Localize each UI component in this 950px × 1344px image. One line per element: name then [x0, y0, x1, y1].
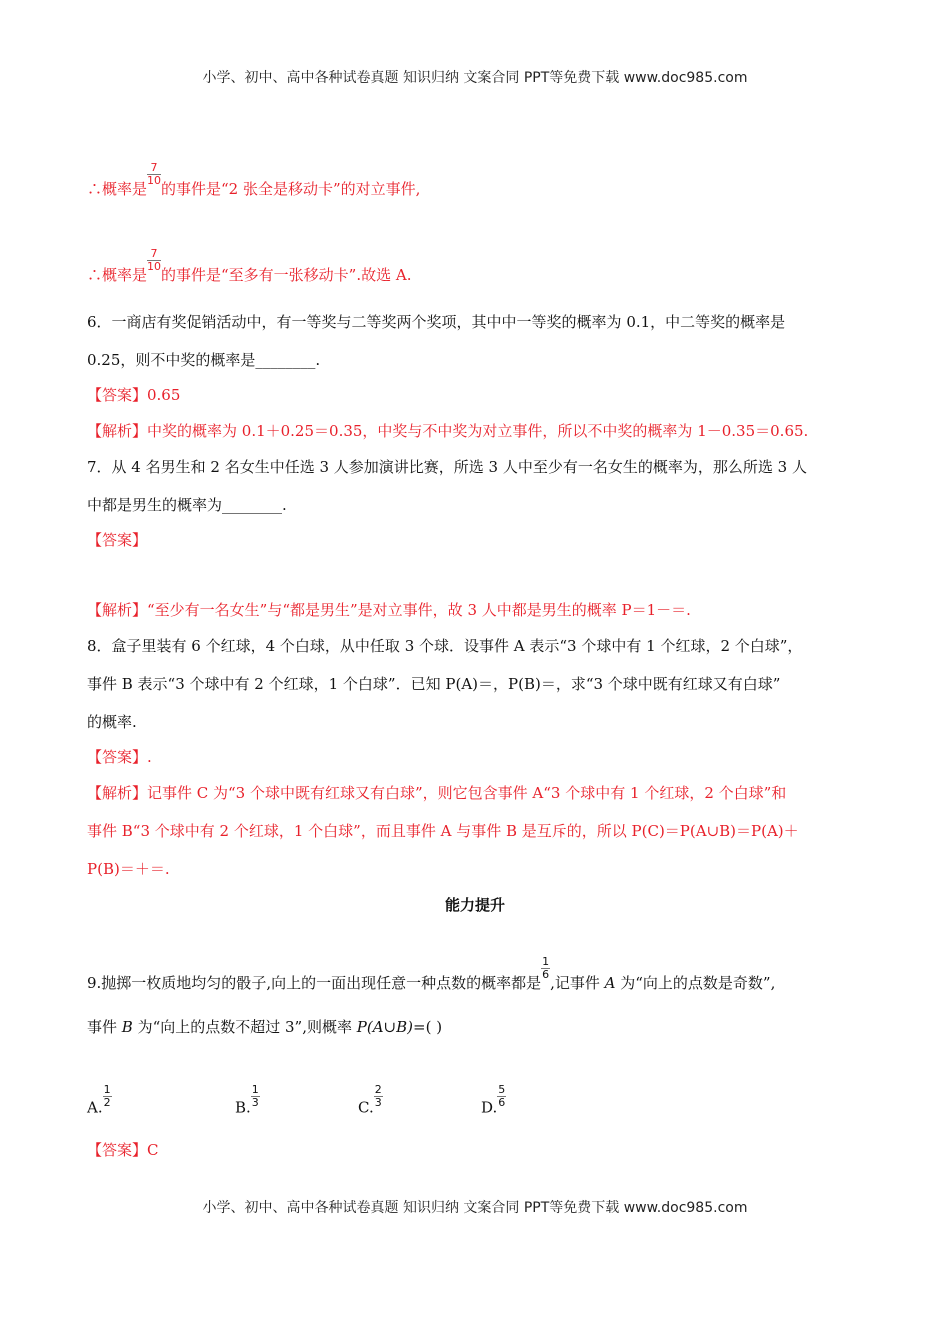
- event-a: A: [604, 973, 616, 992]
- numerator: 7: [147, 248, 161, 261]
- answer-8: 【答案】.: [87, 748, 152, 766]
- fraction: [541, 956, 550, 981]
- answer-9: 【答案】C: [87, 1141, 159, 1159]
- fraction: [251, 1084, 260, 1109]
- explanation-6: 【解析】中奖的概率为 0.1＋0.25＝0.35，中奖与不中奖为对立事件，所以不中奖的概率为 1－0.35＝0.65.: [87, 422, 809, 440]
- numerator: 1: [103, 1083, 111, 1096]
- explanation-7: 【解析】“至少有一名女生”与“都是男生”是对立事件，故 3 人中都是男生的概率 P＝1－＝.: [87, 601, 691, 619]
- denominator: 3: [251, 1096, 259, 1109]
- question-8-line-1: 8．盒子里装有 6 个红球，4 个白球，从中任取 3 个球．设事件 A 表示“3 个球中有 1 个红球，2 个白球”，: [87, 637, 803, 655]
- page-header: 小学、初中、高中各种试卷真题 知识归纳 文案合同 PPT等免费下载 www.doc985.com: [202, 70, 748, 86]
- fraction: [374, 1084, 383, 1109]
- text: ∴概率是: [87, 179, 148, 198]
- question-8-line-2: 事件 B 表示“3 个球中有 2 个红球，1 个白球”．已知 P(A)＝，P(B)＝，求“3 个球中既有红球又有白球”: [87, 675, 781, 693]
- section-title: 能力提升: [444, 896, 505, 914]
- option-c: [358, 1084, 383, 1117]
- question-9-line-1: [87, 956, 775, 993]
- option-d: [481, 1084, 506, 1117]
- conclusion-line-1: [87, 162, 420, 199]
- option-a: [87, 1084, 112, 1117]
- denominator: 6: [542, 968, 550, 981]
- text: ,记事件: [550, 973, 605, 992]
- fraction: [147, 162, 161, 187]
- question-7-line-2: 中都是男生的概率为________.: [87, 496, 287, 514]
- explanation-8-line-1: 【解析】记事件 C 为“3 个球中既有红球又有白球”，则它包含事件 A“3 个球中有 1 个红球，2 个白球”和: [87, 784, 787, 802]
- question-8-line-3: 的概率.: [87, 713, 137, 731]
- option-label: A.: [87, 1098, 103, 1117]
- page-footer: 小学、初中、高中各种试卷真题 知识归纳 文案合同 PPT等免费下载 www.doc985.com: [202, 1200, 748, 1216]
- numerator: 1: [542, 955, 550, 968]
- question-6-line-1: 6．一商店有奖促销活动中，有一等奖与二等奖两个奖项，其中中一等奖的概率为 0.1，中二等奖的概率是: [87, 313, 786, 331]
- option-label: D.: [481, 1098, 498, 1117]
- denominator: 10: [147, 260, 162, 273]
- text: 9.抛掷一枚质地均匀的骰子,向上的一面出现任意一种点数的概率都是: [87, 973, 542, 992]
- text: ∴概率是: [87, 265, 148, 284]
- denominator: 6: [498, 1096, 506, 1109]
- probability-expression: P(A∪B): [356, 1018, 414, 1036]
- text: 事件: [87, 1018, 122, 1036]
- event-b: B: [121, 1018, 133, 1036]
- numerator: 2: [374, 1083, 382, 1096]
- denominator: 3: [374, 1096, 382, 1109]
- text: 为“向上的点数不超过 3”,则概率: [132, 1018, 357, 1036]
- option-label: B.: [235, 1098, 251, 1117]
- answer-6: 【答案】0.65: [87, 386, 181, 404]
- question-9-line-2: [87, 1016, 442, 1037]
- text: 的事件是“至多有一张移动卡”.故选 A.: [161, 265, 412, 284]
- explanation-8-line-2: 事件 B“3 个球中有 2 个红球，1 个白球”，而且事件 A 与事件 B 是互斥的，所以 P(C)＝P(A∪B)＝P(A)＋: [87, 822, 799, 840]
- text: =( ): [413, 1018, 443, 1036]
- numerator: 1: [251, 1083, 259, 1096]
- fraction: [497, 1084, 506, 1109]
- text: 为“向上的点数是奇数”,: [615, 973, 776, 992]
- denominator: 10: [147, 174, 162, 187]
- numerator: 5: [498, 1083, 506, 1096]
- conclusion-line-2: [87, 248, 412, 285]
- answer-7: 【答案】: [87, 531, 148, 549]
- question-7-line-1: 7．从 4 名男生和 2 名女生中任选 3 人参加演讲比赛，所选 3 人中至少有一名女生的概率为，那么所选 3 人: [87, 458, 807, 476]
- denominator: 2: [103, 1096, 111, 1109]
- text: 的事件是“2 张全是移动卡”的对立事件,: [161, 179, 421, 198]
- fraction: [103, 1084, 112, 1109]
- question-6-line-2: 0.25，则不中奖的概率是________.: [87, 351, 321, 369]
- explanation-8-line-3: P(B)＝＋＝.: [87, 860, 170, 878]
- fraction: [147, 248, 161, 273]
- option-b: [235, 1084, 260, 1117]
- numerator: 7: [147, 162, 161, 175]
- option-label: C.: [358, 1098, 374, 1117]
